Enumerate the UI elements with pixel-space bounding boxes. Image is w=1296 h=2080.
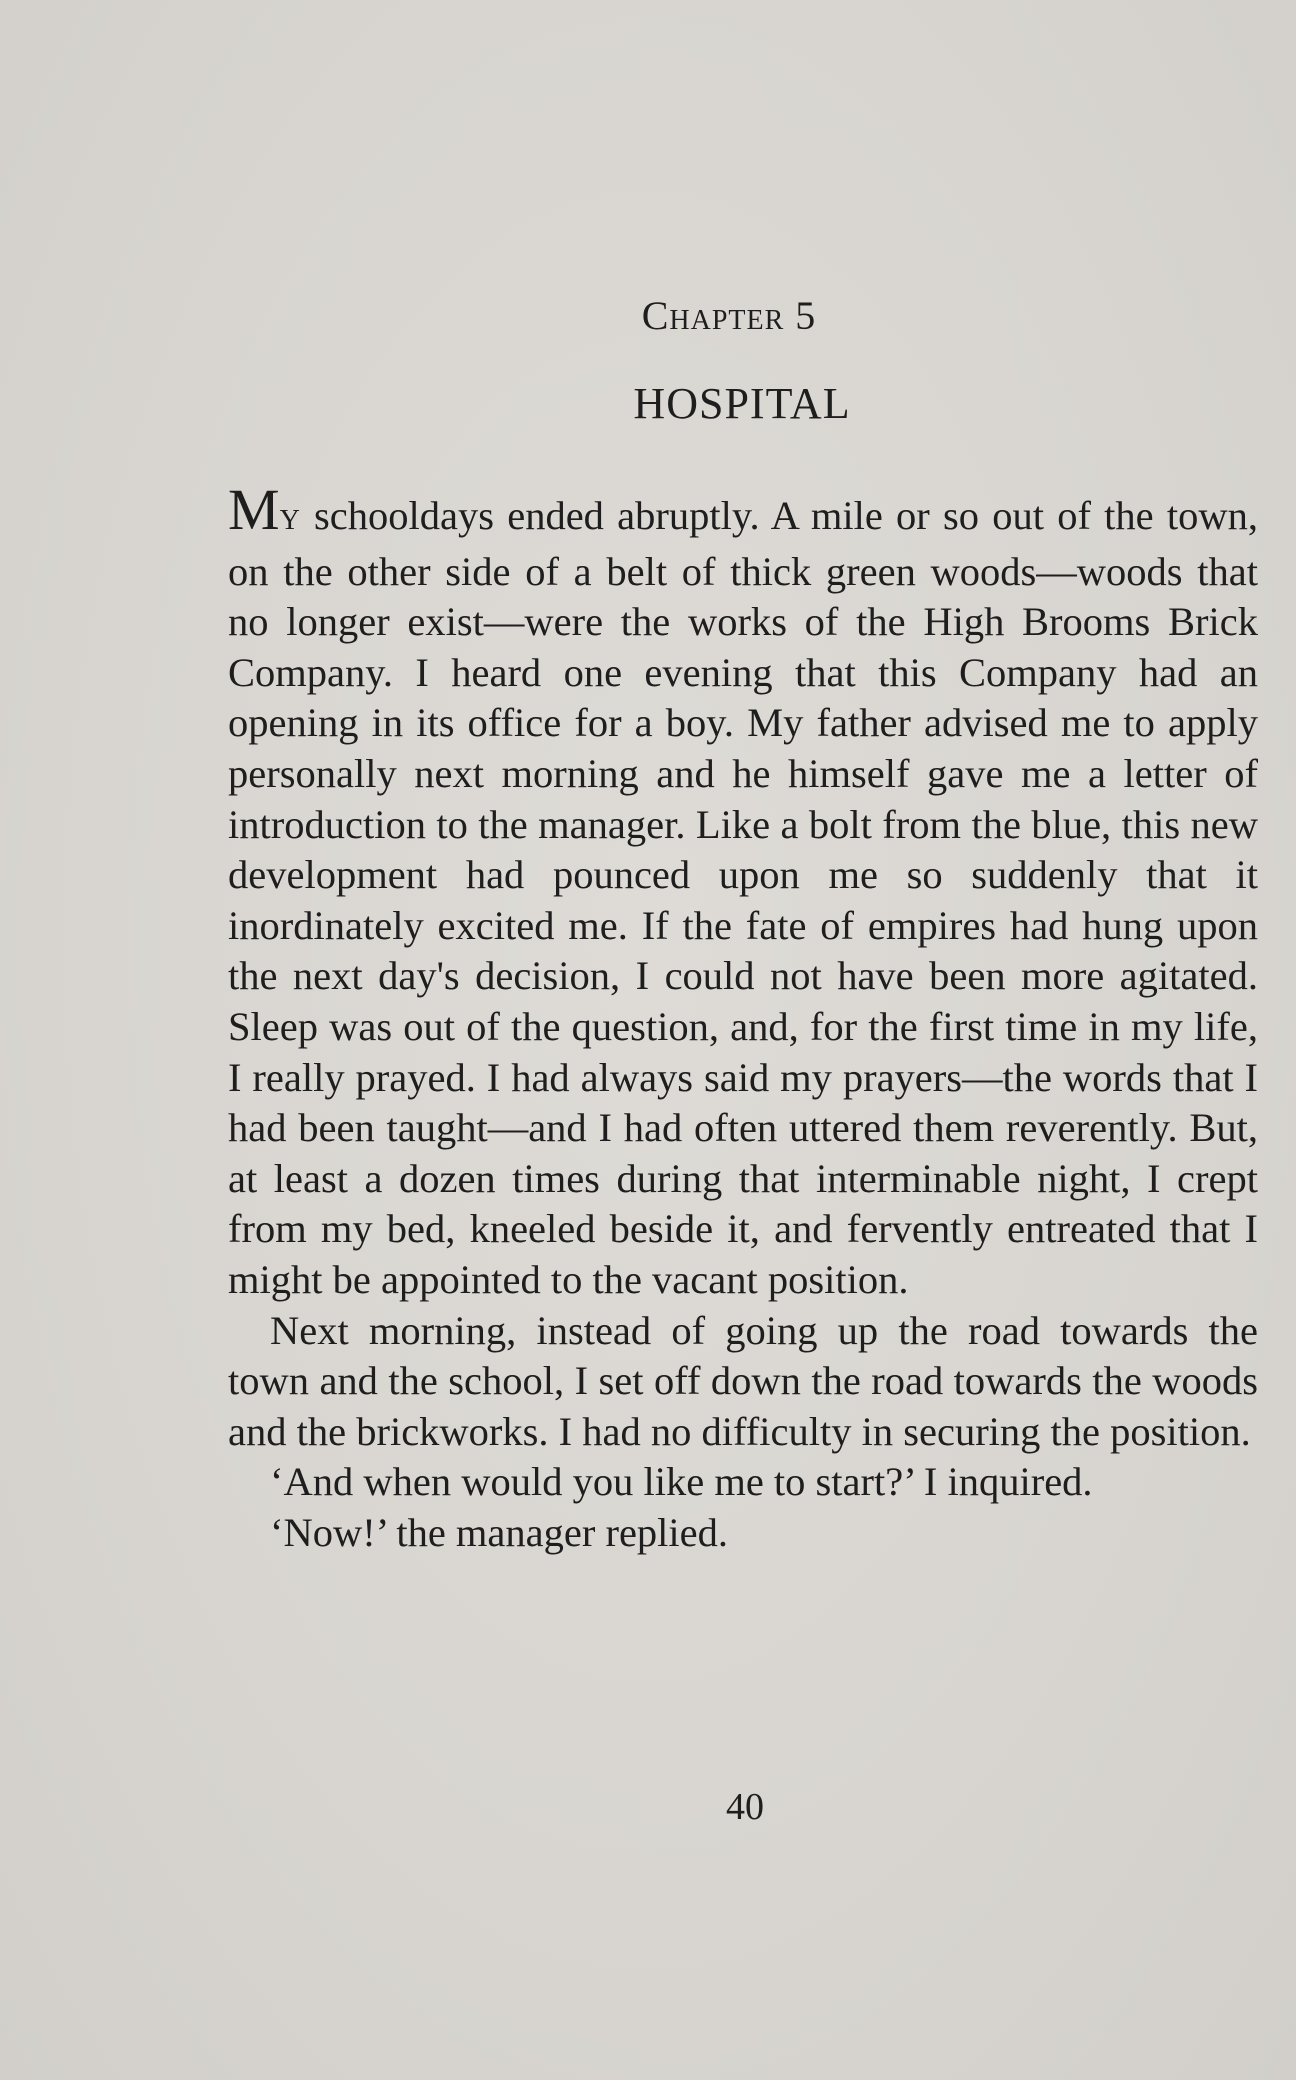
paragraph-1 xyxy=(228,477,1258,1306)
chapter-label: Chapter 5 xyxy=(641,293,817,338)
paragraph-3: ‘And when would you like me to start?’ I inquired. xyxy=(270,1459,1093,1505)
drop-cap: M xyxy=(228,477,280,542)
paragraph-4: ‘Now!’ the manager replied. xyxy=(270,1509,729,1555)
paragraph-2: Next morning, instead of going up the road towards the town and the school, I set off down the road towards the woods and the brickworks. I had no difficulty in securing the position. xyxy=(228,1307,1258,1454)
body-text xyxy=(228,477,1258,1558)
page-number: 40 xyxy=(726,1786,764,1828)
small-cap: Y xyxy=(279,505,301,536)
chapter-title: HOSPITAL xyxy=(633,379,851,428)
paragraph-1-text: schooldays ended abruptly. A mile or so out of the town, on the other side of a belt of thick green woods—woods that no longer exist—were the works of the High Brooms Brick Company. I heard one evening that this Company had an opening in its office for a boy. My father advised me to apply personally next morning and he himself gave me a letter of introduction to the manager. Like a bolt from the blue, this new development had pounced upon me so suddenly that it inordinately excited me. If the fate of empires had hung upon the next day's decision, I could not have been more agitated. Sleep was out of the question, and, for the first time in my life, I really prayed. I had always said my prayers—the words that I had been taught—and I had often uttered them reverently. But, at least a dozen times during that interminable night, I crept from my bed, kneeled beside it, and fervently entreated that I might be appointed to the vacant position. xyxy=(228,493,1258,1302)
